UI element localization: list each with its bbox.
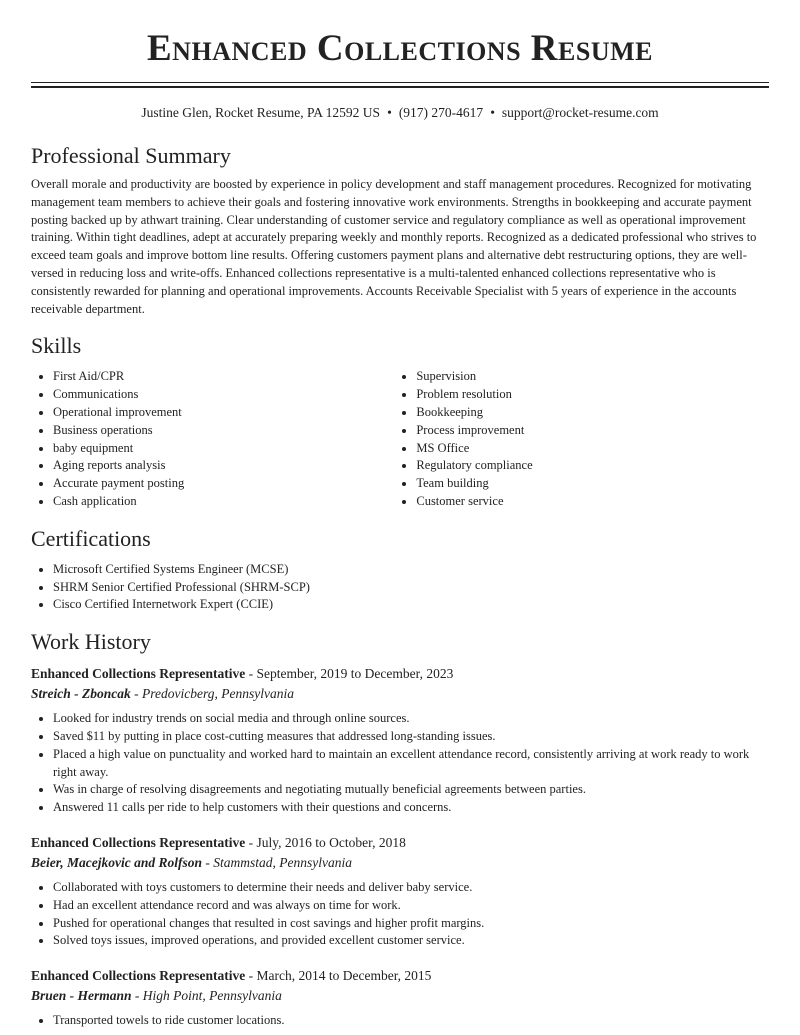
job-company-line: [31, 853, 769, 873]
job-company: Bruen - Hermann: [31, 988, 132, 1004]
job-role: Enhanced Collections Representative: [31, 968, 246, 984]
job-entry: [31, 664, 769, 817]
certification-item: • Cisco Certified Internetwork Expert (CCIE): [53, 596, 769, 614]
certifications-section: [31, 521, 769, 614]
job-location: - Stammstad, Pennsylvania: [202, 854, 352, 870]
certification-item: • Microsoft Certified Systems Engineer (MCSE): [53, 561, 769, 579]
job-company-line: [31, 684, 769, 704]
job-location: - High Point, Pennsylvania: [131, 988, 282, 1004]
job-dates: - September, 2019 to December, 2023: [245, 666, 454, 682]
resume-content: [31, 138, 769, 1030]
skill-item: • Communications: [53, 386, 394, 404]
skill-item: • Team building: [416, 475, 769, 493]
skills-left-list: [31, 368, 394, 510]
job-bullet: • Looked for industry trends on social media and through online sources.: [53, 710, 769, 728]
skill-item: • Aging reports analysis: [53, 457, 394, 475]
summary-text: Overall morale and productivity are boosted by experience in policy development and staff management procedures. Recognized for motivating management team members to achieve their goals and fostering innovative work environments. Strengths in bookkeeping and accurate payment posting backed up by athwart training. Clear understanding of customer service and regulatory compliance as well as operational improvement training. Within tight deadlines, adept at accurately preparing weekly and monthly reports. Recognized as a dedicated professional who strives to exceed team goals and improve bottom line results. Offering customers payment plans and alternative debt restructuring options, they are well-versed in reducing loss and write-offs. Enhanced collections representative is a multi-talented enhanced collections representative who is consistently rewarded for planning and operational improvements. Accounts Receivable Specialist with 5 years of experience in the accounts receivable department.: [31, 177, 757, 316]
certifications-heading: Certifications: [31, 525, 151, 551]
job-bullets: [31, 710, 769, 817]
job-role: Enhanced Collections Representative: [31, 834, 246, 850]
skill-item: • Cash application: [53, 493, 394, 511]
job-dates: - July, 2016 to October, 2018: [245, 834, 406, 850]
job-location: - Predovicberg, Pennsylvania: [130, 686, 294, 702]
job-title-line: [31, 966, 769, 986]
skill-item: • baby equipment: [53, 440, 394, 458]
job-bullet: • Placed a high value on punctuality and worked hard to maintain an excellent attendance record, consistently arriving at work ready to work right away.: [53, 746, 769, 782]
job-bullet: • Was in charge of resolving disagreements and negotiating mutually beneficial agreements between parties.: [53, 781, 769, 799]
skill-item: • MS Office: [416, 440, 769, 458]
contact-separator: •: [490, 105, 495, 120]
contact-separator: •: [387, 105, 392, 120]
skills-section: [31, 328, 769, 510]
job-company-line: [31, 986, 769, 1006]
job-entry: [31, 833, 769, 950]
skill-item: • First Aid/CPR: [53, 368, 394, 386]
job-bullet: • Solved toys issues, improved operations, and provided excellent customer service.: [53, 932, 769, 950]
contact-address: Justine Glen, Rocket Resume, PA 12592 US: [141, 105, 381, 120]
contact-email: support@rocket-resume.com: [501, 105, 659, 120]
work-history-section: [31, 624, 769, 1030]
skill-item: • Problem resolution: [416, 386, 769, 404]
job-role: Enhanced Collections Representative: [31, 666, 246, 682]
job-dates: - March, 2014 to December, 2015: [245, 968, 432, 984]
job-bullet: • Pushed for operational changes that resulted in cost savings and higher profit margins.: [53, 915, 769, 933]
resume-title: Enhanced Collections Resume: [147, 28, 653, 69]
summary-section: [31, 138, 769, 318]
skill-item: • Business operations: [53, 422, 394, 440]
job-bullet: • Answered 11 calls per ride to help customers with their questions and concerns.: [53, 799, 769, 817]
skills-right-list: [394, 368, 769, 510]
skill-item: • Regulatory compliance: [416, 457, 769, 475]
skill-item: • Operational improvement: [53, 404, 394, 422]
certifications-list: [31, 561, 769, 614]
contact-phone: (917) 270-4617: [398, 105, 484, 120]
skill-item: • Supervision: [416, 368, 769, 386]
certification-item: • SHRM Senior Certified Professional (SHRM-SCP): [53, 579, 769, 597]
skill-item: • Bookkeeping: [416, 404, 769, 422]
job-title-line: [31, 664, 769, 684]
job-bullets: [31, 879, 769, 950]
job-bullet: • Saved $11 by putting in place cost-cutting measures that addressed long-standing issues.: [53, 728, 769, 746]
job-bullet: • Had an excellent attendance record and was always on time for work.: [53, 897, 769, 915]
title-divider-thick: [31, 86, 769, 88]
skills-columns: [31, 368, 769, 510]
job-bullet: • Transported towels to ride customer locations.: [53, 1012, 769, 1030]
job-company: Beier, Macejkovic and Rolfson: [31, 854, 202, 870]
job-company: Streich - Zboncak: [31, 686, 131, 702]
work-history-heading: Work History: [31, 629, 151, 655]
skill-item: • Process improvement: [416, 422, 769, 440]
job-entry: [31, 966, 769, 1030]
contact-line: [0, 104, 800, 122]
skill-item: • Customer service: [416, 493, 769, 511]
job-bullet: • Collaborated with toys customers to determine their needs and deliver baby service.: [53, 879, 769, 897]
summary-heading: Professional Summary: [31, 143, 231, 168]
skills-heading: Skills: [31, 333, 82, 359]
title-divider-thin: [31, 82, 769, 83]
job-bullets: [31, 1012, 769, 1030]
skill-item: • Accurate payment posting: [53, 475, 394, 493]
job-title-line: [31, 833, 769, 853]
